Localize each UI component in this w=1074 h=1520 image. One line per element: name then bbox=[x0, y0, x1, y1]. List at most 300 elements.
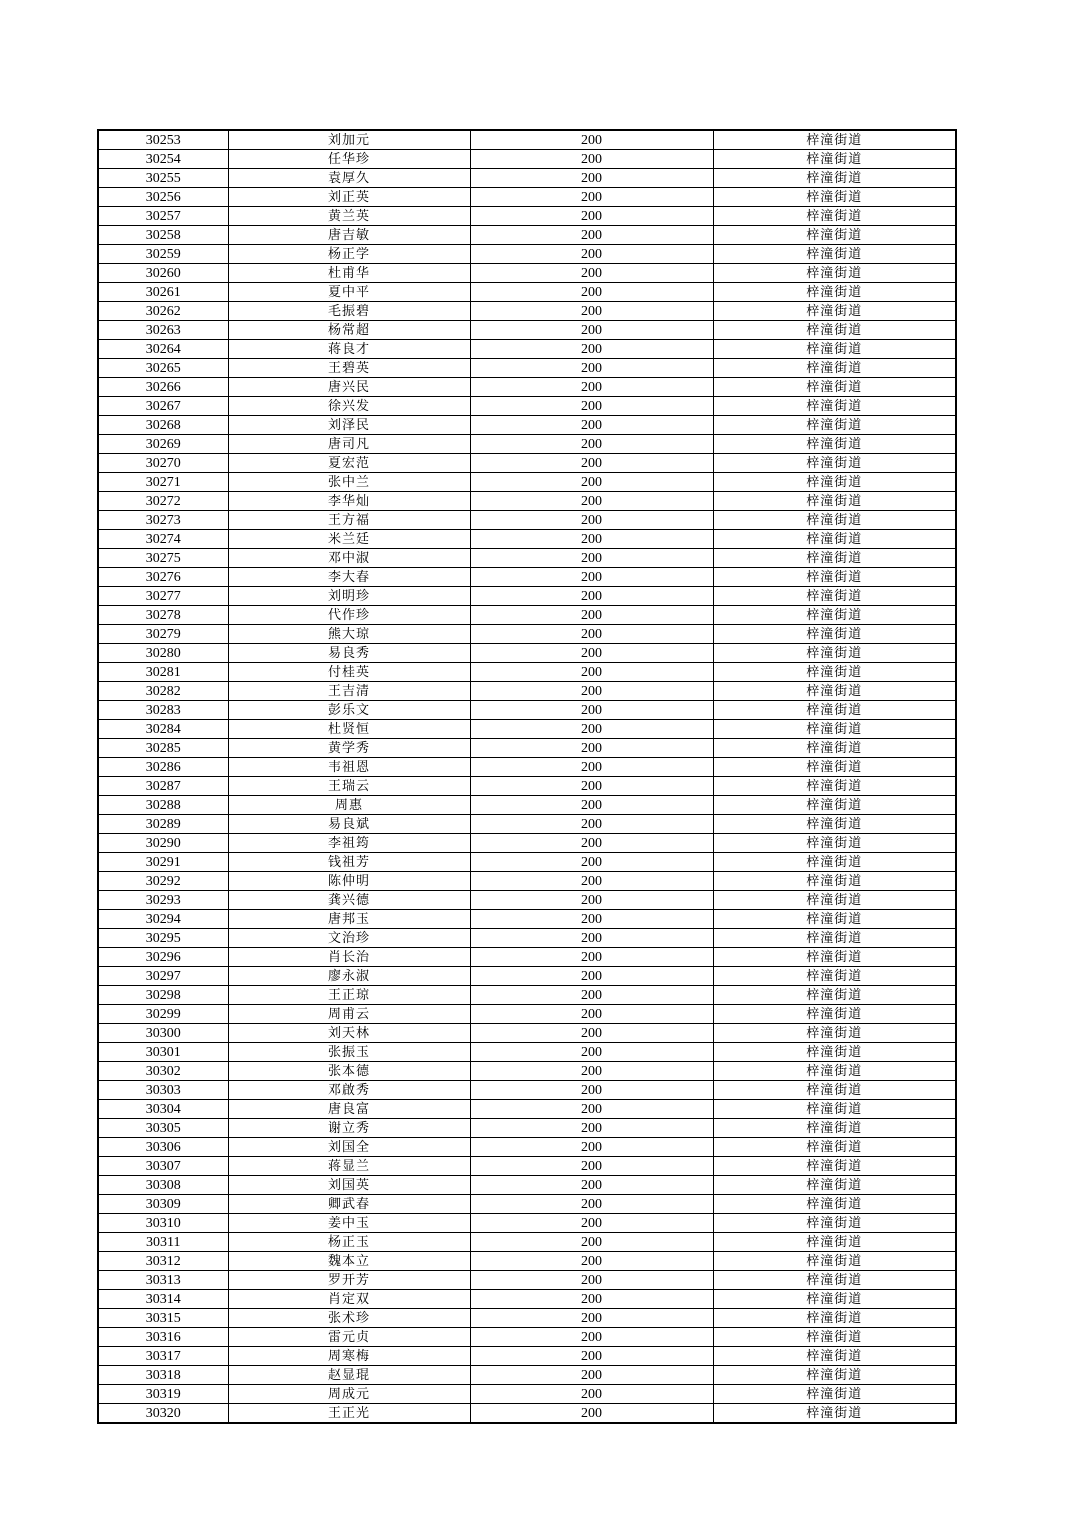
cell-name: 赵显琨 bbox=[228, 1366, 470, 1385]
table-row bbox=[98, 359, 956, 378]
cell-serial-number: 30275 bbox=[98, 549, 228, 568]
cell-name: 易良斌 bbox=[228, 815, 470, 834]
cell-amount: 200 bbox=[470, 302, 713, 321]
cell-name: 袁厚久 bbox=[228, 169, 470, 188]
cell-subdistrict: 梓潼街道 bbox=[713, 663, 956, 682]
cell-name: 王吉清 bbox=[228, 682, 470, 701]
cell-name: 谢立秀 bbox=[228, 1119, 470, 1138]
cell-serial-number: 30259 bbox=[98, 245, 228, 264]
cell-name: 代作珍 bbox=[228, 606, 470, 625]
cell-amount: 200 bbox=[470, 625, 713, 644]
table-row bbox=[98, 967, 956, 986]
cell-name: 钱祖芳 bbox=[228, 853, 470, 872]
table-row bbox=[98, 1157, 956, 1176]
cell-amount: 200 bbox=[470, 739, 713, 758]
cell-amount: 200 bbox=[470, 340, 713, 359]
cell-amount: 200 bbox=[470, 872, 713, 891]
cell-amount: 200 bbox=[470, 1157, 713, 1176]
cell-subdistrict: 梓潼街道 bbox=[713, 1404, 956, 1424]
cell-name: 张术珍 bbox=[228, 1309, 470, 1328]
cell-serial-number: 30320 bbox=[98, 1404, 228, 1424]
table-row bbox=[98, 891, 956, 910]
cell-subdistrict: 梓潼街道 bbox=[713, 1119, 956, 1138]
cell-name: 卿武春 bbox=[228, 1195, 470, 1214]
cell-serial-number: 30305 bbox=[98, 1119, 228, 1138]
table-row bbox=[98, 587, 956, 606]
cell-name: 张振玉 bbox=[228, 1043, 470, 1062]
cell-serial-number: 30301 bbox=[98, 1043, 228, 1062]
cell-name: 王正琼 bbox=[228, 986, 470, 1005]
table-row bbox=[98, 644, 956, 663]
cell-serial-number: 30306 bbox=[98, 1138, 228, 1157]
cell-amount: 200 bbox=[470, 1385, 713, 1404]
cell-subdistrict: 梓潼街道 bbox=[713, 796, 956, 815]
cell-subdistrict: 梓潼街道 bbox=[713, 1024, 956, 1043]
cell-serial-number: 30288 bbox=[98, 796, 228, 815]
table-row bbox=[98, 834, 956, 853]
cell-amount: 200 bbox=[470, 473, 713, 492]
cell-name: 文治珍 bbox=[228, 929, 470, 948]
cell-amount: 200 bbox=[470, 606, 713, 625]
cell-amount: 200 bbox=[470, 1062, 713, 1081]
cell-name: 雷元贞 bbox=[228, 1328, 470, 1347]
cell-amount: 200 bbox=[470, 568, 713, 587]
cell-name: 杜贤恒 bbox=[228, 720, 470, 739]
table-row bbox=[98, 397, 956, 416]
cell-subdistrict: 梓潼街道 bbox=[713, 1385, 956, 1404]
cell-amount: 200 bbox=[470, 1404, 713, 1424]
cell-amount: 200 bbox=[470, 359, 713, 378]
cell-amount: 200 bbox=[470, 1271, 713, 1290]
table-row bbox=[98, 1309, 956, 1328]
cell-name: 周成元 bbox=[228, 1385, 470, 1404]
cell-amount: 200 bbox=[470, 1138, 713, 1157]
cell-subdistrict: 梓潼街道 bbox=[713, 967, 956, 986]
cell-subdistrict: 梓潼街道 bbox=[713, 758, 956, 777]
cell-name: 夏宏范 bbox=[228, 454, 470, 473]
cell-subdistrict: 梓潼街道 bbox=[713, 1100, 956, 1119]
table-row bbox=[98, 815, 956, 834]
cell-name: 徐兴发 bbox=[228, 397, 470, 416]
cell-serial-number: 30302 bbox=[98, 1062, 228, 1081]
table-row bbox=[98, 701, 956, 720]
cell-name: 肖长治 bbox=[228, 948, 470, 967]
cell-amount: 200 bbox=[470, 967, 713, 986]
cell-subdistrict: 梓潼街道 bbox=[713, 207, 956, 226]
cell-subdistrict: 梓潼街道 bbox=[713, 188, 956, 207]
cell-name: 李祖筠 bbox=[228, 834, 470, 853]
cell-subdistrict: 梓潼街道 bbox=[713, 283, 956, 302]
cell-serial-number: 30318 bbox=[98, 1366, 228, 1385]
cell-amount: 200 bbox=[470, 758, 713, 777]
cell-subdistrict: 梓潼街道 bbox=[713, 340, 956, 359]
cell-serial-number: 30265 bbox=[98, 359, 228, 378]
cell-serial-number: 30317 bbox=[98, 1347, 228, 1366]
table-row bbox=[98, 1005, 956, 1024]
cell-serial-number: 30280 bbox=[98, 644, 228, 663]
cell-serial-number: 30304 bbox=[98, 1100, 228, 1119]
cell-amount: 200 bbox=[470, 511, 713, 530]
cell-subdistrict: 梓潼街道 bbox=[713, 1062, 956, 1081]
table-row bbox=[98, 511, 956, 530]
cell-serial-number: 30308 bbox=[98, 1176, 228, 1195]
cell-name: 易良秀 bbox=[228, 644, 470, 663]
cell-serial-number: 30309 bbox=[98, 1195, 228, 1214]
cell-amount: 200 bbox=[470, 1328, 713, 1347]
cell-name: 陈仲明 bbox=[228, 872, 470, 891]
cell-amount: 200 bbox=[470, 853, 713, 872]
cell-name: 杨常超 bbox=[228, 321, 470, 340]
table-row bbox=[98, 720, 956, 739]
cell-subdistrict: 梓潼街道 bbox=[713, 625, 956, 644]
cell-serial-number: 30297 bbox=[98, 967, 228, 986]
table-row bbox=[98, 777, 956, 796]
cell-amount: 200 bbox=[470, 910, 713, 929]
cell-subdistrict: 梓潼街道 bbox=[713, 739, 956, 758]
table-row bbox=[98, 549, 956, 568]
cell-name: 黄学秀 bbox=[228, 739, 470, 758]
cell-serial-number: 30264 bbox=[98, 340, 228, 359]
cell-subdistrict: 梓潼街道 bbox=[713, 1138, 956, 1157]
cell-serial-number: 30287 bbox=[98, 777, 228, 796]
cell-name: 熊大琼 bbox=[228, 625, 470, 644]
cell-serial-number: 30316 bbox=[98, 1328, 228, 1347]
cell-name: 肖定双 bbox=[228, 1290, 470, 1309]
table-row bbox=[98, 1271, 956, 1290]
cell-subdistrict: 梓潼街道 bbox=[713, 1157, 956, 1176]
cell-name: 李大春 bbox=[228, 568, 470, 587]
cell-subdistrict: 梓潼街道 bbox=[713, 1214, 956, 1233]
data-table bbox=[97, 129, 957, 1424]
cell-serial-number: 30276 bbox=[98, 568, 228, 587]
cell-amount: 200 bbox=[470, 1309, 713, 1328]
cell-amount: 200 bbox=[470, 549, 713, 568]
cell-serial-number: 30311 bbox=[98, 1233, 228, 1252]
cell-amount: 200 bbox=[470, 188, 713, 207]
cell-name: 韦祖恩 bbox=[228, 758, 470, 777]
cell-subdistrict: 梓潼街道 bbox=[713, 777, 956, 796]
cell-subdistrict: 梓潼街道 bbox=[713, 397, 956, 416]
cell-amount: 200 bbox=[470, 1119, 713, 1138]
cell-serial-number: 30271 bbox=[98, 473, 228, 492]
cell-amount: 200 bbox=[470, 891, 713, 910]
cell-amount: 200 bbox=[470, 150, 713, 169]
cell-name: 周寒梅 bbox=[228, 1347, 470, 1366]
cell-amount: 200 bbox=[470, 777, 713, 796]
table-row bbox=[98, 682, 956, 701]
cell-name: 付桂英 bbox=[228, 663, 470, 682]
cell-subdistrict: 梓潼街道 bbox=[713, 606, 956, 625]
cell-name: 周惠 bbox=[228, 796, 470, 815]
table-row bbox=[98, 1214, 956, 1233]
cell-serial-number: 30295 bbox=[98, 929, 228, 948]
cell-amount: 200 bbox=[470, 1233, 713, 1252]
cell-amount: 200 bbox=[470, 283, 713, 302]
cell-subdistrict: 梓潼街道 bbox=[713, 720, 956, 739]
cell-name: 彭乐文 bbox=[228, 701, 470, 720]
cell-name: 王碧英 bbox=[228, 359, 470, 378]
cell-subdistrict: 梓潼街道 bbox=[713, 473, 956, 492]
table-row bbox=[98, 606, 956, 625]
cell-amount: 200 bbox=[470, 226, 713, 245]
cell-subdistrict: 梓潼街道 bbox=[713, 986, 956, 1005]
cell-subdistrict: 梓潼街道 bbox=[713, 1328, 956, 1347]
cell-amount: 200 bbox=[470, 986, 713, 1005]
cell-subdistrict: 梓潼街道 bbox=[713, 891, 956, 910]
cell-name: 任华珍 bbox=[228, 150, 470, 169]
table-row bbox=[98, 1195, 956, 1214]
table-row bbox=[98, 454, 956, 473]
cell-amount: 200 bbox=[470, 1195, 713, 1214]
table-row bbox=[98, 1233, 956, 1252]
cell-serial-number: 30310 bbox=[98, 1214, 228, 1233]
cell-serial-number: 30277 bbox=[98, 587, 228, 606]
cell-amount: 200 bbox=[470, 245, 713, 264]
cell-serial-number: 30278 bbox=[98, 606, 228, 625]
cell-name: 李华灿 bbox=[228, 492, 470, 511]
cell-subdistrict: 梓潼街道 bbox=[713, 568, 956, 587]
cell-amount: 200 bbox=[470, 948, 713, 967]
cell-amount: 200 bbox=[470, 321, 713, 340]
cell-name: 龚兴德 bbox=[228, 891, 470, 910]
cell-name: 杨正学 bbox=[228, 245, 470, 264]
cell-amount: 200 bbox=[470, 435, 713, 454]
table-row bbox=[98, 1385, 956, 1404]
cell-subdistrict: 梓潼街道 bbox=[713, 226, 956, 245]
table-row bbox=[98, 1366, 956, 1385]
cell-subdistrict: 梓潼街道 bbox=[713, 302, 956, 321]
cell-name: 刘明珍 bbox=[228, 587, 470, 606]
table-row bbox=[98, 207, 956, 226]
cell-amount: 200 bbox=[470, 663, 713, 682]
cell-amount: 200 bbox=[470, 701, 713, 720]
cell-serial-number: 30279 bbox=[98, 625, 228, 644]
table-row bbox=[98, 1062, 956, 1081]
cell-serial-number: 30263 bbox=[98, 321, 228, 340]
cell-subdistrict: 梓潼街道 bbox=[713, 1043, 956, 1062]
table-row bbox=[98, 1081, 956, 1100]
cell-serial-number: 30260 bbox=[98, 264, 228, 283]
cell-name: 张中兰 bbox=[228, 473, 470, 492]
cell-subdistrict: 梓潼街道 bbox=[713, 701, 956, 720]
table-body bbox=[98, 130, 956, 1423]
cell-serial-number: 30312 bbox=[98, 1252, 228, 1271]
cell-subdistrict: 梓潼街道 bbox=[713, 549, 956, 568]
cell-serial-number: 30257 bbox=[98, 207, 228, 226]
table-row bbox=[98, 492, 956, 511]
cell-amount: 200 bbox=[470, 1005, 713, 1024]
cell-subdistrict: 梓潼街道 bbox=[713, 378, 956, 397]
cell-serial-number: 30272 bbox=[98, 492, 228, 511]
cell-serial-number: 30298 bbox=[98, 986, 228, 1005]
cell-serial-number: 30291 bbox=[98, 853, 228, 872]
cell-serial-number: 30313 bbox=[98, 1271, 228, 1290]
cell-amount: 200 bbox=[470, 207, 713, 226]
cell-serial-number: 30255 bbox=[98, 169, 228, 188]
cell-amount: 200 bbox=[470, 1366, 713, 1385]
cell-serial-number: 30268 bbox=[98, 416, 228, 435]
table-row bbox=[98, 1138, 956, 1157]
cell-amount: 200 bbox=[470, 169, 713, 188]
cell-subdistrict: 梓潼街道 bbox=[713, 511, 956, 530]
cell-subdistrict: 梓潼街道 bbox=[713, 454, 956, 473]
table-row bbox=[98, 1119, 956, 1138]
cell-amount: 200 bbox=[470, 815, 713, 834]
cell-amount: 200 bbox=[470, 1214, 713, 1233]
cell-subdistrict: 梓潼街道 bbox=[713, 1271, 956, 1290]
table-row bbox=[98, 986, 956, 1005]
cell-serial-number: 30270 bbox=[98, 454, 228, 473]
cell-subdistrict: 梓潼街道 bbox=[713, 321, 956, 340]
cell-name: 米兰廷 bbox=[228, 530, 470, 549]
cell-amount: 200 bbox=[470, 587, 713, 606]
cell-name: 蒋良才 bbox=[228, 340, 470, 359]
cell-name: 邓啟秀 bbox=[228, 1081, 470, 1100]
table-row bbox=[98, 435, 956, 454]
cell-serial-number: 30266 bbox=[98, 378, 228, 397]
cell-subdistrict: 梓潼街道 bbox=[713, 130, 956, 150]
cell-subdistrict: 梓潼街道 bbox=[713, 1347, 956, 1366]
cell-amount: 200 bbox=[470, 530, 713, 549]
cell-serial-number: 30315 bbox=[98, 1309, 228, 1328]
cell-subdistrict: 梓潼街道 bbox=[713, 587, 956, 606]
cell-serial-number: 30258 bbox=[98, 226, 228, 245]
cell-name: 王方福 bbox=[228, 511, 470, 530]
table-row bbox=[98, 473, 956, 492]
cell-serial-number: 30262 bbox=[98, 302, 228, 321]
table-row bbox=[98, 1347, 956, 1366]
cell-amount: 200 bbox=[470, 1347, 713, 1366]
table-row bbox=[98, 130, 956, 150]
table-row bbox=[98, 169, 956, 188]
cell-serial-number: 30281 bbox=[98, 663, 228, 682]
table-row bbox=[98, 226, 956, 245]
cell-serial-number: 30294 bbox=[98, 910, 228, 929]
cell-subdistrict: 梓潼街道 bbox=[713, 853, 956, 872]
cell-amount: 200 bbox=[470, 264, 713, 283]
cell-serial-number: 30296 bbox=[98, 948, 228, 967]
cell-subdistrict: 梓潼街道 bbox=[713, 1195, 956, 1214]
table-row bbox=[98, 245, 956, 264]
cell-serial-number: 30293 bbox=[98, 891, 228, 910]
table-row bbox=[98, 568, 956, 587]
table-row bbox=[98, 758, 956, 777]
table-row bbox=[98, 872, 956, 891]
cell-amount: 200 bbox=[470, 1100, 713, 1119]
cell-name: 刘国全 bbox=[228, 1138, 470, 1157]
table-row bbox=[98, 1328, 956, 1347]
cell-name: 唐良富 bbox=[228, 1100, 470, 1119]
table-row bbox=[98, 1290, 956, 1309]
cell-name: 王正光 bbox=[228, 1404, 470, 1424]
cell-subdistrict: 梓潼街道 bbox=[713, 416, 956, 435]
cell-subdistrict: 梓潼街道 bbox=[713, 169, 956, 188]
cell-subdistrict: 梓潼街道 bbox=[713, 264, 956, 283]
table-row bbox=[98, 378, 956, 397]
table-row bbox=[98, 910, 956, 929]
table-row bbox=[98, 739, 956, 758]
table-row bbox=[98, 321, 956, 340]
cell-name: 邓中淑 bbox=[228, 549, 470, 568]
table-row bbox=[98, 1176, 956, 1195]
cell-serial-number: 30289 bbox=[98, 815, 228, 834]
cell-subdistrict: 梓潼街道 bbox=[713, 834, 956, 853]
cell-name: 刘加元 bbox=[228, 130, 470, 150]
cell-serial-number: 30267 bbox=[98, 397, 228, 416]
table-row bbox=[98, 1043, 956, 1062]
cell-serial-number: 30261 bbox=[98, 283, 228, 302]
table-row bbox=[98, 1100, 956, 1119]
cell-amount: 200 bbox=[470, 1043, 713, 1062]
cell-subdistrict: 梓潼街道 bbox=[713, 815, 956, 834]
cell-subdistrict: 梓潼街道 bbox=[713, 910, 956, 929]
cell-name: 唐吉敏 bbox=[228, 226, 470, 245]
cell-serial-number: 30284 bbox=[98, 720, 228, 739]
cell-name: 黄兰英 bbox=[228, 207, 470, 226]
table-row bbox=[98, 264, 956, 283]
cell-name: 周甫云 bbox=[228, 1005, 470, 1024]
cell-subdistrict: 梓潼街道 bbox=[713, 530, 956, 549]
cell-serial-number: 30292 bbox=[98, 872, 228, 891]
cell-name: 张本德 bbox=[228, 1062, 470, 1081]
cell-serial-number: 30307 bbox=[98, 1157, 228, 1176]
cell-amount: 200 bbox=[470, 492, 713, 511]
cell-amount: 200 bbox=[470, 454, 713, 473]
table-row bbox=[98, 1252, 956, 1271]
cell-amount: 200 bbox=[470, 1290, 713, 1309]
table-row bbox=[98, 340, 956, 359]
cell-name: 毛振碧 bbox=[228, 302, 470, 321]
cell-subdistrict: 梓潼街道 bbox=[713, 1366, 956, 1385]
cell-serial-number: 30303 bbox=[98, 1081, 228, 1100]
cell-amount: 200 bbox=[470, 834, 713, 853]
cell-amount: 200 bbox=[470, 682, 713, 701]
cell-name: 刘国英 bbox=[228, 1176, 470, 1195]
cell-serial-number: 30254 bbox=[98, 150, 228, 169]
cell-amount: 200 bbox=[470, 796, 713, 815]
cell-amount: 200 bbox=[470, 720, 713, 739]
table-row bbox=[98, 625, 956, 644]
cell-subdistrict: 梓潼街道 bbox=[713, 435, 956, 454]
cell-name: 蒋显兰 bbox=[228, 1157, 470, 1176]
cell-serial-number: 30285 bbox=[98, 739, 228, 758]
table-row bbox=[98, 663, 956, 682]
cell-amount: 200 bbox=[470, 1024, 713, 1043]
cell-name: 唐邦玉 bbox=[228, 910, 470, 929]
cell-name: 姜中玉 bbox=[228, 1214, 470, 1233]
cell-serial-number: 30283 bbox=[98, 701, 228, 720]
table-row bbox=[98, 853, 956, 872]
cell-subdistrict: 梓潼街道 bbox=[713, 492, 956, 511]
cell-serial-number: 30299 bbox=[98, 1005, 228, 1024]
table-row bbox=[98, 929, 956, 948]
cell-name: 刘正英 bbox=[228, 188, 470, 207]
cell-name: 刘天林 bbox=[228, 1024, 470, 1043]
table-row bbox=[98, 188, 956, 207]
cell-subdistrict: 梓潼街道 bbox=[713, 948, 956, 967]
cell-name: 唐司凡 bbox=[228, 435, 470, 454]
table-row bbox=[98, 150, 956, 169]
cell-name: 魏本立 bbox=[228, 1252, 470, 1271]
table-row bbox=[98, 530, 956, 549]
cell-subdistrict: 梓潼街道 bbox=[713, 1309, 956, 1328]
table-row bbox=[98, 283, 956, 302]
cell-name: 杨正玉 bbox=[228, 1233, 470, 1252]
table-row bbox=[98, 1404, 956, 1424]
cell-name: 杜甫华 bbox=[228, 264, 470, 283]
cell-serial-number: 30300 bbox=[98, 1024, 228, 1043]
cell-amount: 200 bbox=[470, 1252, 713, 1271]
